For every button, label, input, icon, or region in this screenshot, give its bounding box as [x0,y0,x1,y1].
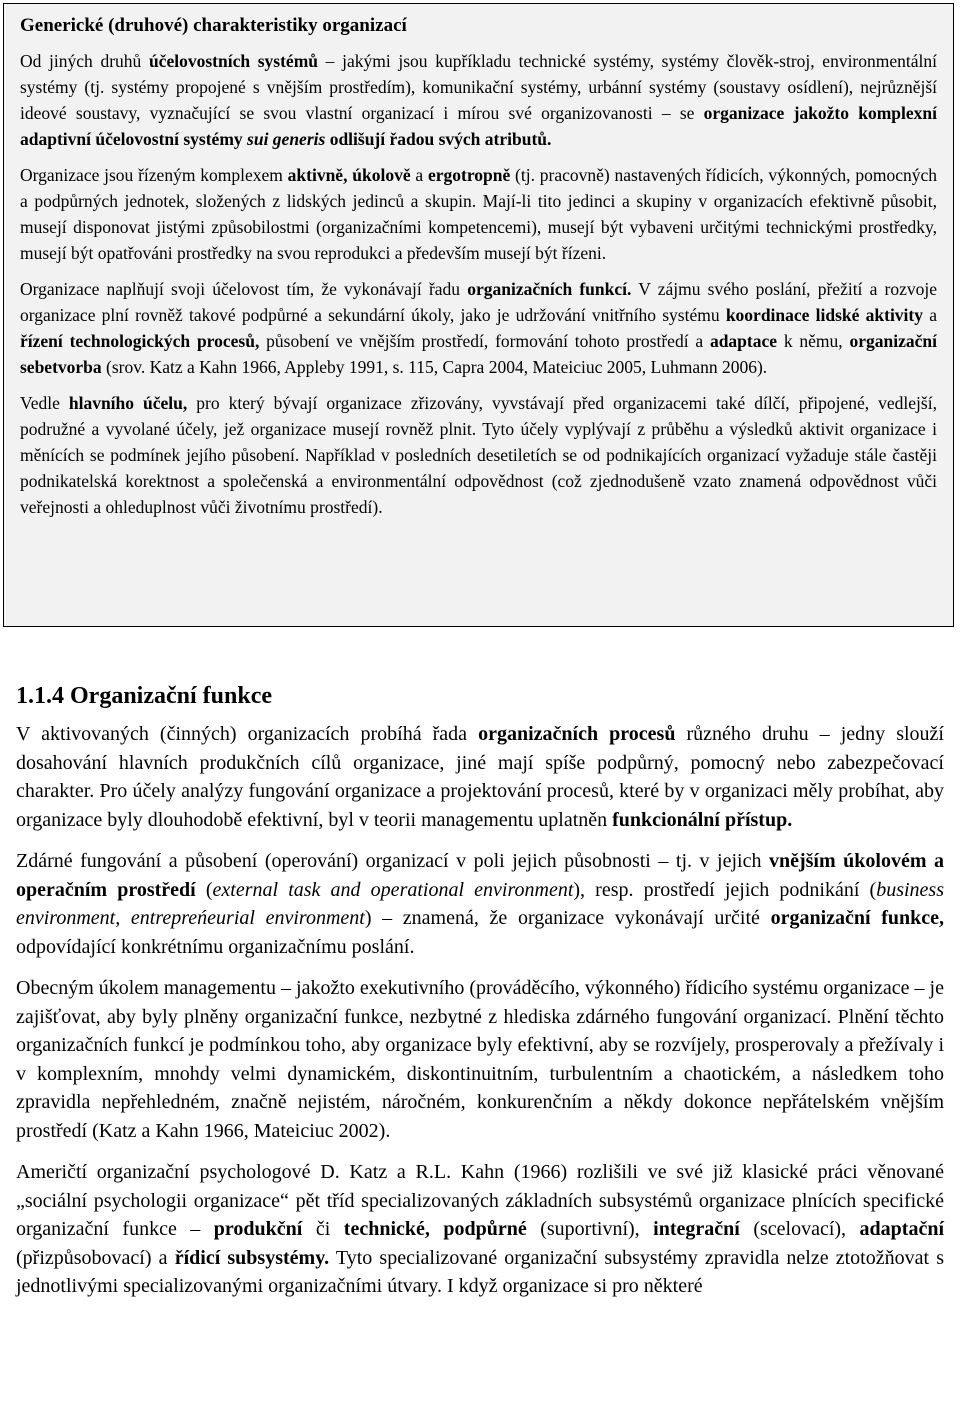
text-run: organizačních procesů [478,723,676,745]
text-run: Organizace jsou řízeným komplexem [20,165,288,185]
text-run: Vedle [20,393,69,413]
box-paragraph-3 [20,276,937,380]
section-1-1-4 [16,676,944,1314]
text-run: účelovostních systémů [148,51,319,71]
text-run: Zdárné fungování a působení (operování) organizací v poli jejich působnosti – tj. v jejich [16,850,769,872]
text-run: – jakými jsou kupříkladu technické systémy, systémy člověk-stroj, environmentální systémy (tj. systémy propojené s vnějším prostředím), komunikační systémy, urbánní systémy (soustavy osídlení), nejrůznější ideové soustavy, vyznačující se svou vlastní organizací i mírou své organizovanosti – se [20,51,937,123]
text-run: produkční [213,1218,303,1240]
text-run: ) – znamená, že organizace vykonávají určité [364,907,771,929]
text-run: (suportivní), [526,1218,654,1240]
text-run: adaptační [859,1218,944,1240]
text-run: koordinace lidské aktivity [725,305,923,325]
text-run: V aktivovaných (činných) organizacích probíhá řada [16,723,479,745]
text-run: vnějším úkolovém a operačním prostředí [16,850,944,901]
section-paragraph-4 [16,1158,944,1301]
text-run: k němu, [777,331,850,351]
text-run: řídicí subsystémy. [174,1246,330,1269]
text-run: pro který bývají organizace zřizovány, vyvstávají před organizacemi také dílčí, připojené, vedlejší, podružné a vyvolané účely, jež organizace musejí rovněž plnit. Tyto účely vyplývají z průběhu a výsledků aktivit organizace i měnících se podmínek jejího působení. Například v posledních desetiletích se od podnikajících organizací vyžaduje stále častěji podnikatelská korektnost a společenská a environmentální odpovědnost (což zjednodušeně vzato znamená odpovědnost vůči veřejnosti a ohleduplnost vůči životnímu prostředí). [20,393,937,517]
text-run: či [302,1218,344,1240]
section-paragraph-2 [16,847,944,961]
text-run [247,129,325,149]
text-run: funkcionální přístup. [612,808,793,831]
definition-box [3,3,954,627]
text-run: (přizpůsobovací) a [16,1246,175,1269]
text-run: ), resp. prostředí jejich podnikání ( [573,878,877,901]
section-heading: 1.1.4 Organizační funkce [16,683,272,709]
text-run: Organizace naplňují svoji účelovost tím, že vykonávají řadu [20,279,468,299]
text-run: ( [195,878,213,901]
text-run: Od jiných druhů [20,51,149,71]
text-run: technické, podpůrné [343,1218,527,1240]
text-run: Tyto specializované organizační subsystémy zpravidla nelze ztotožňovat s jednotlivými specializovanými organizačními útvary. I když organizace si pro některé [16,1246,944,1297]
text-run: adaptace [709,331,778,351]
text-run: (srov. Katz a Kahn 1966, Appleby 1991, s. 115, Capra 2004, Mateiciuc 2005, Luhmann 2006). [101,357,768,377]
text-run: organizace jakožto komplexní adaptivní účelovostní systémy [20,103,937,149]
text-run: odlišují řadou svých atributů. [325,129,552,149]
text-run: působení ve vnějším prostředí, formování tohoto prostředí a [259,331,710,351]
text-run: business environment, entrepreńeurial environment [16,878,944,929]
text-run: sui generis [247,129,326,149]
text-run: organizační sebetvorba [20,331,937,377]
text-run: ergotropně [427,165,511,185]
text-run: hlavního účelu, [68,393,188,413]
text-run: aktivně, úkolově [287,165,411,185]
text-run: Obecným úkolem managementu – jakožto exekutivního (prováděcího, výkonného) řídicího systému organizace – je zajišťovat, aby byly plněny organizační funkce, nezbytné z hlediska zdárného fungování organizací. Plnění těchto organizačních funkcí je podmínkou toho, aby organizace byly efektivní, aby se rozvíjely, prosperovaly a přežívaly i v komplexním, mnohdy velmi dynamickém, diskontinuitním, turbulentním a chaotickém, a následkem toho zpravidla nepřehledném, značně nejistém, náročném, konkurenčním a někdy dokonce nepřátelském vnějším prostředí (Katz a Kahn 1966, Mateiciuc 2002). [16,977,944,1142]
box-paragraph-2 [20,162,937,266]
text-run: a [410,165,428,185]
text-run: různého druhu – jedny slouží dosahování hlavních produkčních cílů organizace, jiné mají spíše podpůrný, pomocný nebo zabezpečovací charakter. Pro účely analýzy fungování organizace a projektování procesů, které by v organizaci měly probíhat, aby organizace byly dlouhodobě efektivní, byl v teorii managementu uplatněn [16,723,944,831]
text-run: odpovídající konkrétnímu organizačnímu poslání. [16,935,415,958]
text-run: external task and operational environment [212,878,574,901]
text-run: V zájmu svého poslání, přežití a rozvoje organizace plní rovněž takové podpůrné a sekundární úkoly, jako je udržování vnitřního systému [20,279,937,325]
box-paragraph-4 [20,390,937,520]
text-run: integrační [653,1218,740,1240]
text-run: (scelovací), [739,1218,860,1240]
text-run: (tj. pracovně) nastavených řídicích, výkonných, pomocných a podpůrných jednotek, složených z lidských jedinců a skupin. Mají-li tito jedinci a skupiny v organizacích efektivně působit, musejí disponovat jistými způsobilostmi (organizačními kompetencemi), musejí být vybaveni určitými technickými prostředky, musejí být opatřováni prostředky na svou reprodukci a především musejí být řízeni. [20,165,937,263]
text-run: Američtí organizační psychologové D. Katz a R.L. Kahn (1966) rozlišili ve své již klasické práci věnované „sociální psychologii organizace“ pět tříd specializovaných základních subsystémů organizace plnících specifické organizační funkce – [16,1161,944,1240]
section-paragraph-3 [16,974,944,1145]
text-run: řízení technologických procesů, [20,331,260,351]
text-run: organizační funkce, [770,907,944,929]
box-paragraph-1 [20,48,937,152]
text-run: a [923,305,937,325]
text-run: organizačních funkcí. [467,279,632,299]
box-title: Generické (druhové) charakteristiky organizací [20,15,407,36]
section-paragraph-1 [16,720,944,834]
